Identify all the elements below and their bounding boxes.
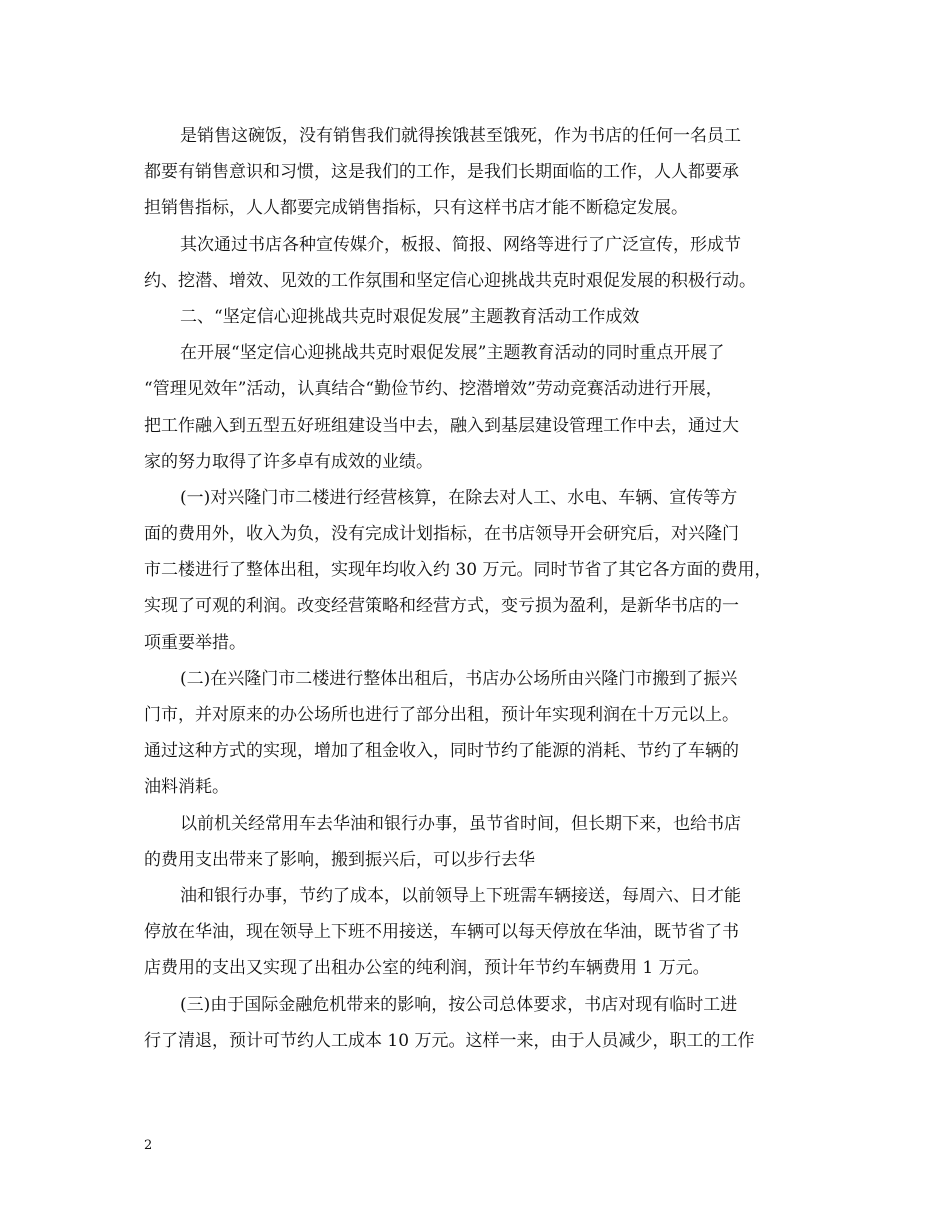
text-line: 油料消耗。 bbox=[144, 777, 229, 798]
text-line: 通过这种方式的实现，增加了租金收入，同时节约了能源的消耗、节约了车辆的 bbox=[144, 741, 739, 762]
text-line: “管理见效年”活动，认真结合“勤俭节约、挖潜增效”劳动竞赛活动进行开展， bbox=[144, 379, 723, 400]
text-line: 行了清退，预计可节约人工成本 10 万元。这样一来，由于人员减少，职工的工作 bbox=[144, 1030, 755, 1051]
text-line: 是销售这碗饭，没有销售我们就得挨饿甚至饿死，作为书店的任何一名员工 bbox=[180, 126, 741, 146]
text-line: 门市，并对原来的办公场所也进行了部分出租，预计年实现利润在十万元以上。 bbox=[144, 705, 739, 725]
text-line: 把工作融入到五型五好班组建设当中去，融入到基层建设管理工作中去，通过大 bbox=[144, 415, 739, 436]
text-line: 其次通过书店各种宣传媒介，板报、简报、网络等进行了广泛宣传，形成节 bbox=[180, 234, 741, 255]
text-line: 约、挖潜、增效、见效的工作氛围和坚定信心迎挑战共克时艰促发展的积极行动。 bbox=[144, 270, 756, 291]
page-number: 2 bbox=[144, 1138, 153, 1153]
document-body bbox=[144, 118, 816, 1059]
text-line: (一)对兴隆门市二楼进行经营核算，在除去对人工、水电、车辆、宣传等方 bbox=[180, 487, 738, 508]
text-line: 担销售指标，人人都要完成销售指标，只有这样书店才能不断稳定发展。 bbox=[144, 198, 688, 219]
text-line: 店费用的支出又实现了出租办公室的纯利润，预计年节约车辆费用 1 万元。 bbox=[144, 958, 710, 979]
text-line: 都要有销售意识和习惯，这是我们的工作，是我们长期面临的工作，人人都要承 bbox=[144, 162, 739, 183]
text-line: 在开展“坚定信心迎挑战共克时艰促发展”主题教育活动的同时重点开展了 bbox=[180, 343, 725, 364]
text-line: 停放在华油，现在领导上下班不用接送，车辆可以每天停放在华油，既节省了书 bbox=[144, 922, 739, 943]
text-line: 面的费用外，收入为负，没有完成计划指标，在书店领导开会研究后，对兴隆门 bbox=[144, 524, 739, 545]
section-heading: 二、“坚定信心迎挑战共克时艰促发展”主题教育活动工作成效 bbox=[180, 306, 640, 327]
text-line: 市二楼进行了整体出租，实现年均收入约 30 万元。同时节省了其它各方面的费用， bbox=[144, 560, 772, 581]
text-line: 家的努力取得了许多卓有成效的业绩。 bbox=[144, 451, 433, 472]
text-line: (三)由于国际金融危机带来的影响，按公司总体要求，书店对现有临时工进 bbox=[180, 994, 738, 1015]
text-line: 的费用支出带来了影响，搬到振兴后，可以步行去华 bbox=[144, 849, 535, 870]
text-line: (二)在兴隆门市二楼进行整体出租后，书店办公场所由兴隆门市搬到了振兴 bbox=[180, 668, 738, 689]
text-line: 以前机关经常用车去华油和银行办事，虽节省时间，但长期下来，也给书店 bbox=[180, 813, 741, 834]
text-line: 油和银行办事，节约了成本，以前领导上下班需车辆接送，每周六、日才能 bbox=[180, 885, 741, 906]
text-line: 项重要举措。 bbox=[144, 632, 246, 653]
text-line: 实现了可观的利润。改变经营策略和经营方式，变亏损为盈利，是新华书店的一 bbox=[144, 596, 739, 617]
